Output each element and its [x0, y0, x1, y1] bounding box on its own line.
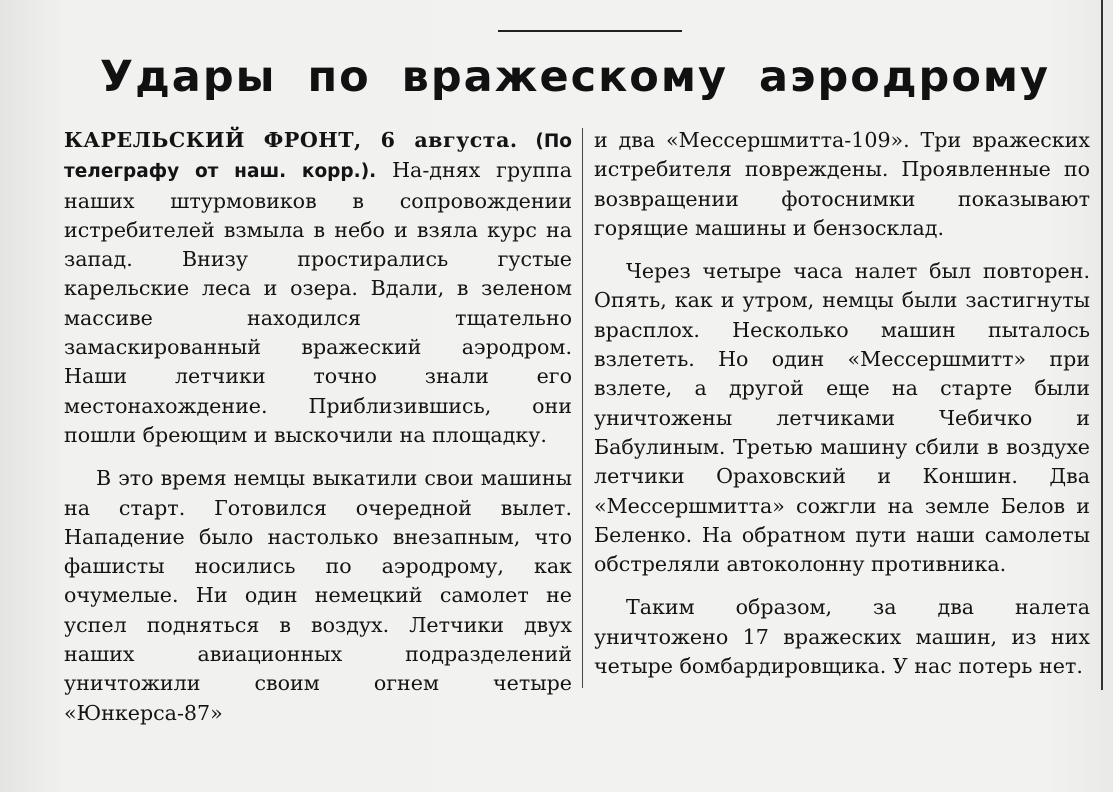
article-byline: (По телеграфу от наш. корр.).	[64, 131, 573, 183]
article-paragraph-2: В это время немцы выкатили свои машины на старт. Готовился очередной вылет. Нападение было настолько внезапным, что фашисты носились по аэродрому, как очумелые. Ни один немецкий самолет не успел подняться в воздух. Летчики двух наших авиационных подразделений уничтожили своим огнем четыре «Юнкерса-87»	[64, 466, 572, 725]
article-column-right	[594, 126, 1090, 681]
top-rule	[498, 30, 682, 32]
article-paragraph-1-text: На-днях группа наших штурмовиков в сопровождении истребителей взмыла в небо и взяла курс на запад. Внизу простирались густые карельские леса и озера. Вдали, в зеленом массиве находился тщательно замаскированный вражеский аэродром. Наши летчики точно знали его местонахождение. Приблизившись, они пошли бреющим и выскочили на площадку.	[64, 158, 572, 447]
article-paragraph-2-continued: и два «Мессершмитта-109». Три вражеских истребителя повреждены. Проявленные по возвращении фотоснимки показывают горящие машины и бензосклад.	[594, 128, 1090, 240]
article-paragraph-4: Таким образом, за два налета уничтожено 17 вражеских машин, из них четыре бомбардировщика. У нас потерь нет.	[594, 595, 1090, 679]
article-column-left	[64, 126, 572, 728]
column-divider	[582, 128, 583, 688]
right-border-rule	[1101, 0, 1103, 690]
article-dateline: КАРЕЛЬСКИЙ ФРОНТ, 6 августа.	[64, 128, 518, 152]
article-headline: Удары по вражескому аэродрому	[99, 52, 1051, 102]
article-paragraph-1	[64, 126, 572, 450]
article-paragraph-3: Через четыре часа налет был повторен. Опять, как и утром, немцы были застигнуты врасплох. Несколько машин пыталось взлететь. Но один «Мессершмитт» при взлете, а другой еще на старте были уничтожены летчиками Чебичко и Бабулиным. Третью машину сбили в воздухе летчики Ораховский и Коншин. Два «Мессершмитта» сожгли на земле Белов и Беленко. На обратном пути наши самолеты обстреляли автоколонну противника.	[594, 259, 1090, 577]
